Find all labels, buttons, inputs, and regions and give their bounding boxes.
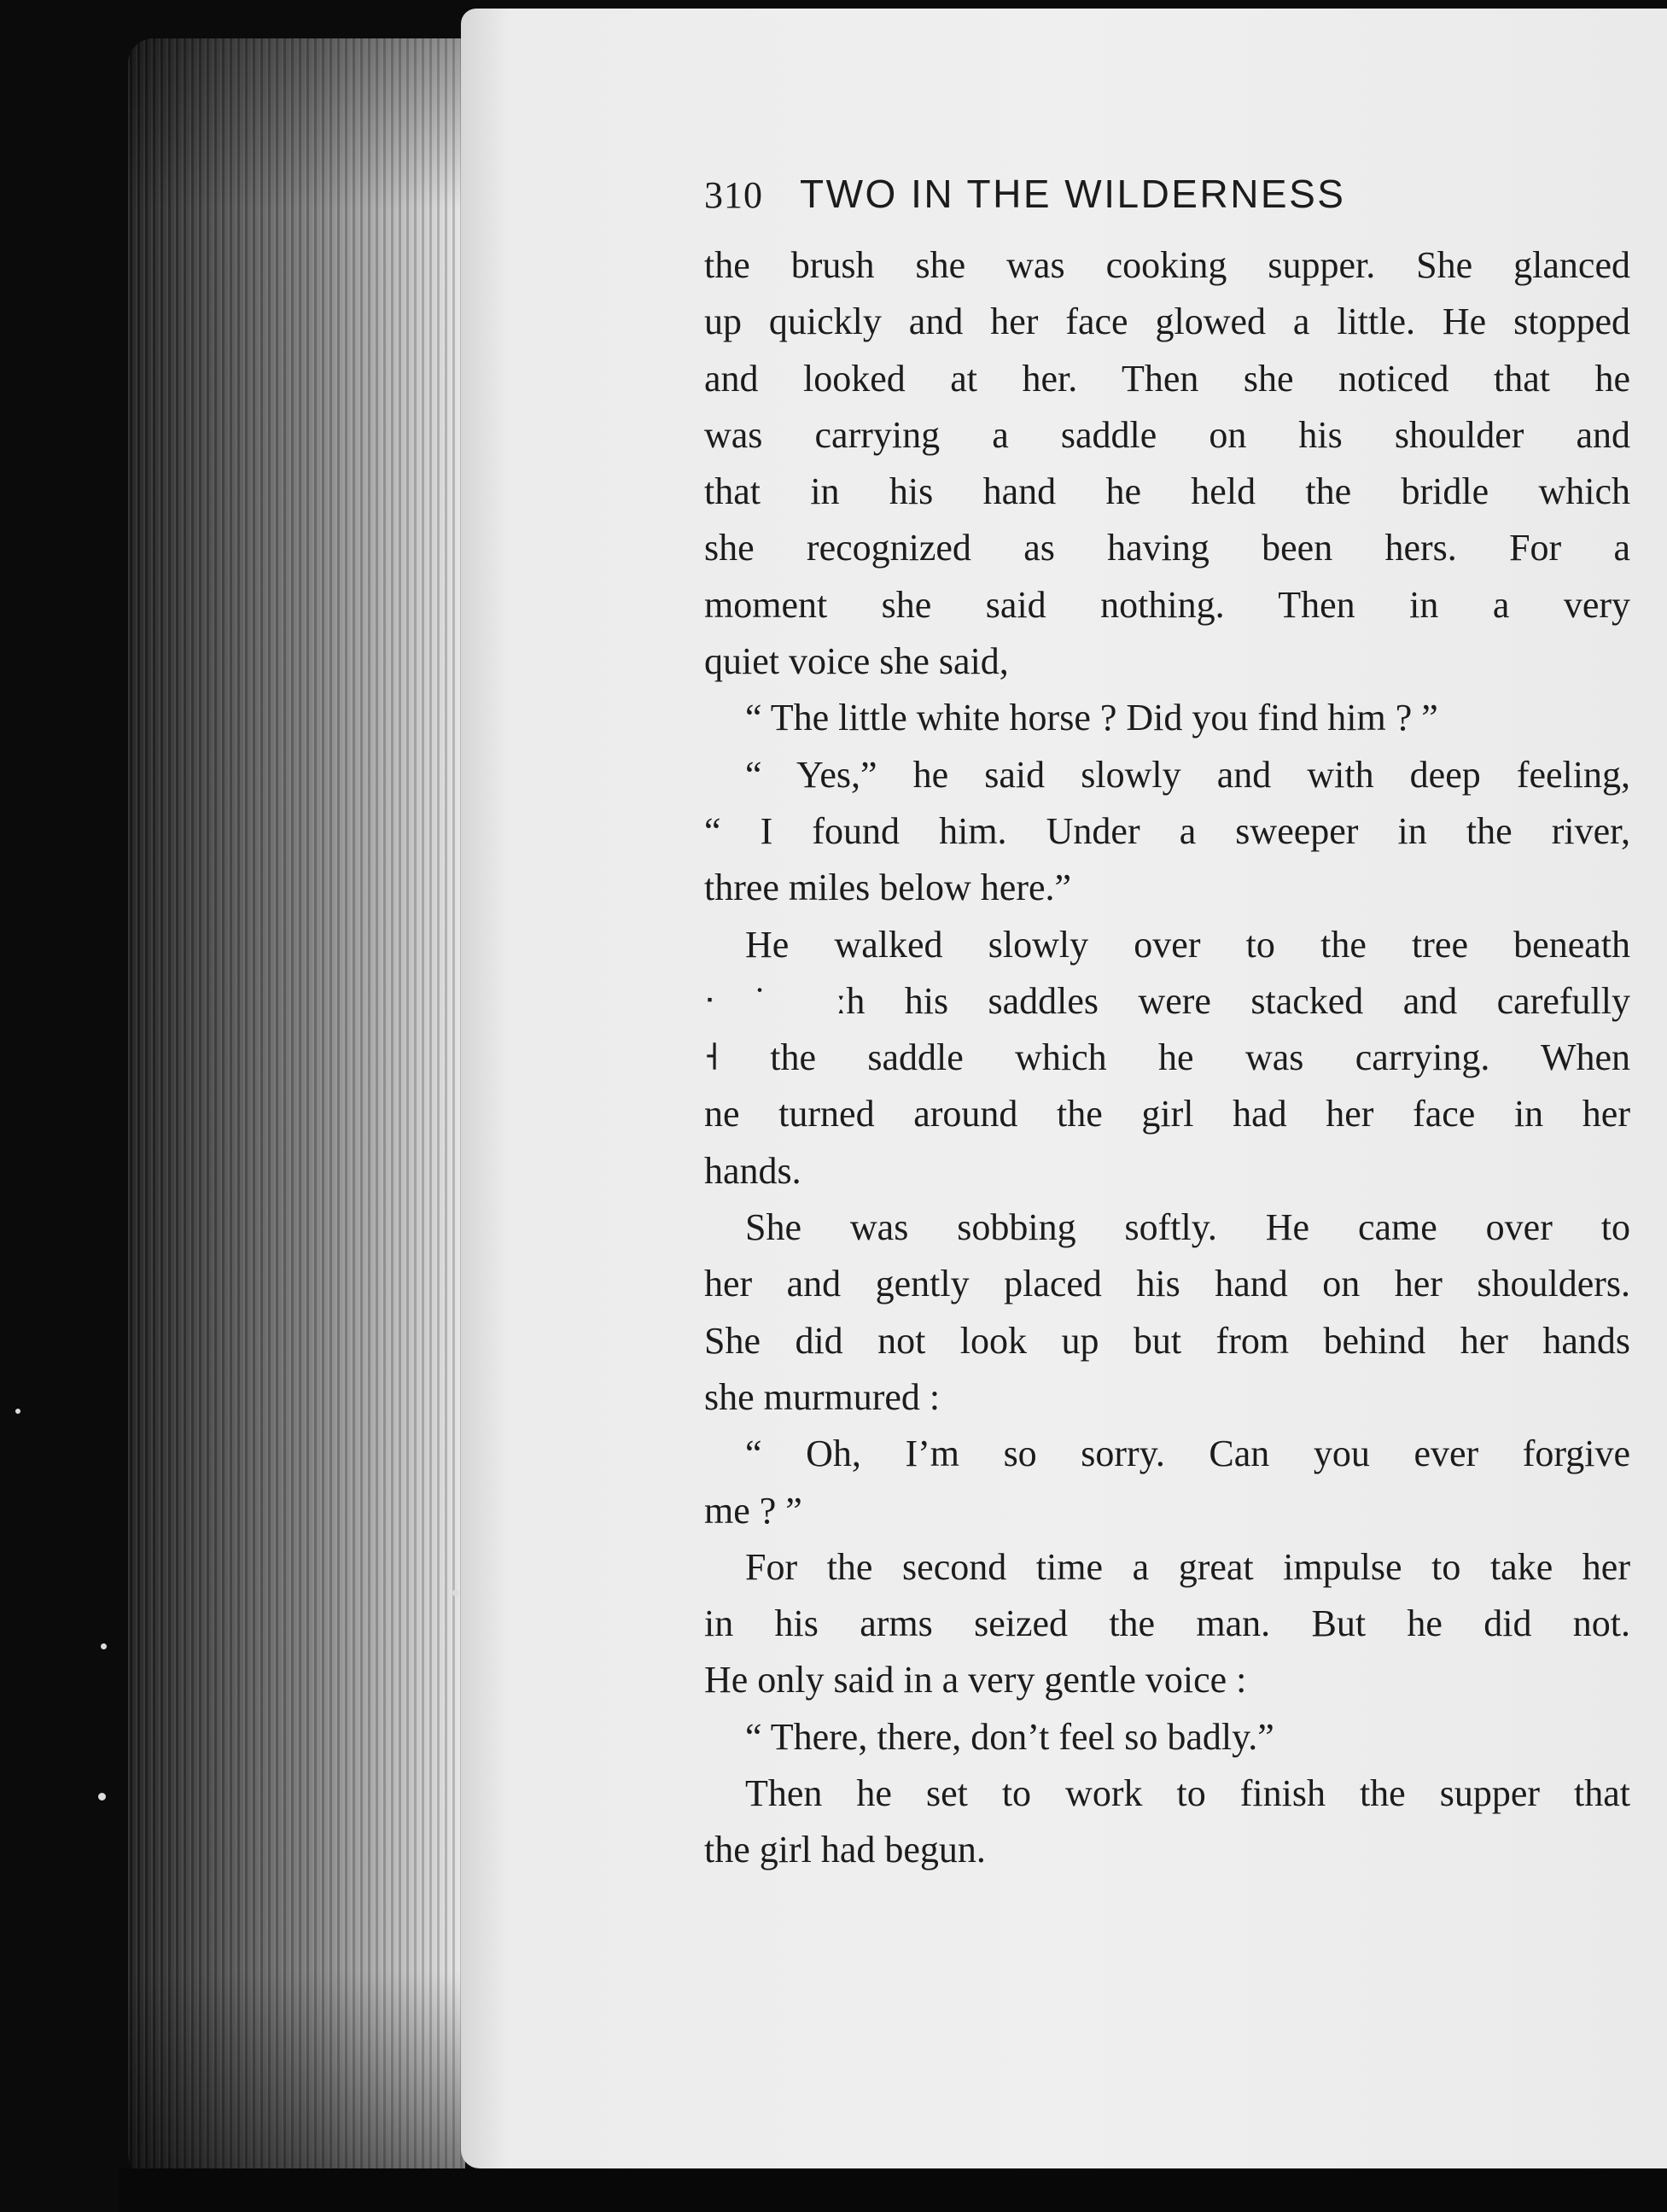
text-line: ᐧ ˙ ːh his saddles were stacked and carefully: [704, 979, 1630, 1022]
text-line: the brush she was cooking supper. She glanced: [704, 244, 1630, 286]
dust-speck: [98, 1793, 106, 1801]
text-line: For the second time a great impulse to take her: [745, 1545, 1630, 1588]
bottom-shadow: [119, 2168, 1667, 2212]
running-head: [704, 171, 1630, 231]
text-line: “ There, there, don’t feel so badly.”: [745, 1715, 1274, 1758]
page-text: [704, 171, 1630, 1879]
running-title: TWO IN THE WILDERNESS: [800, 172, 1346, 216]
text-line: quiet voice she said,: [704, 640, 1009, 683]
text-line: and looked at her. Then she noticed that he: [704, 357, 1630, 400]
text-line: she recognized as having been hers. For a: [704, 527, 1630, 569]
text-line: ˧ the saddle which he was carrying. When: [704, 1036, 1630, 1079]
text-line: moment she said nothing. Then in a very: [704, 583, 1630, 626]
text-line: she murmured :: [704, 1375, 941, 1418]
text-line: up quickly and her face glowed a little. He stopped: [704, 301, 1630, 343]
text-line: ne turned around the girl had her face in her: [704, 1093, 1630, 1135]
body-text: [704, 237, 1630, 1879]
page-edges-shadow: [128, 38, 465, 2186]
text-line: “ I found him. Under a sweeper in the river,: [704, 809, 1630, 852]
dust-speck: [452, 1590, 459, 1596]
dust-speck: [101, 1643, 107, 1649]
text-line: three miles below here.”: [704, 867, 1072, 909]
text-line: She did not look up but from behind her hands: [704, 1319, 1630, 1362]
page-number: 310: [704, 174, 763, 216]
text-line: that in his hand he held the bridle which: [704, 470, 1630, 513]
text-line: “ The little white horse ? Did you find him ? ”: [745, 697, 1438, 739]
text-line: me ? ”: [704, 1489, 802, 1532]
text-line: “ Oh, I’m so sorry. Can you ever forgive: [745, 1433, 1630, 1475]
text-line: She was sobbing softly. He came over to: [745, 1206, 1630, 1249]
text-line: in his arms seized the man. But he did not.: [704, 1602, 1630, 1645]
text-line: “ Yes,” he said slowly and with deep feeling,: [745, 753, 1630, 796]
dust-speck: [15, 1409, 20, 1414]
text-line: the girl had begun.: [704, 1829, 986, 1871]
text-line: Then he set to work to finish the supper that: [745, 1772, 1630, 1815]
text-line: her and gently placed his hand on her shoulders.: [704, 1263, 1630, 1305]
text-line: He walked slowly over to the tree beneath: [745, 923, 1630, 966]
text-line: hands.: [704, 1149, 801, 1192]
text-line: was carrying a saddle on his shoulder and: [704, 413, 1630, 456]
text-line: He only said in a very gentle voice :: [704, 1659, 1247, 1701]
